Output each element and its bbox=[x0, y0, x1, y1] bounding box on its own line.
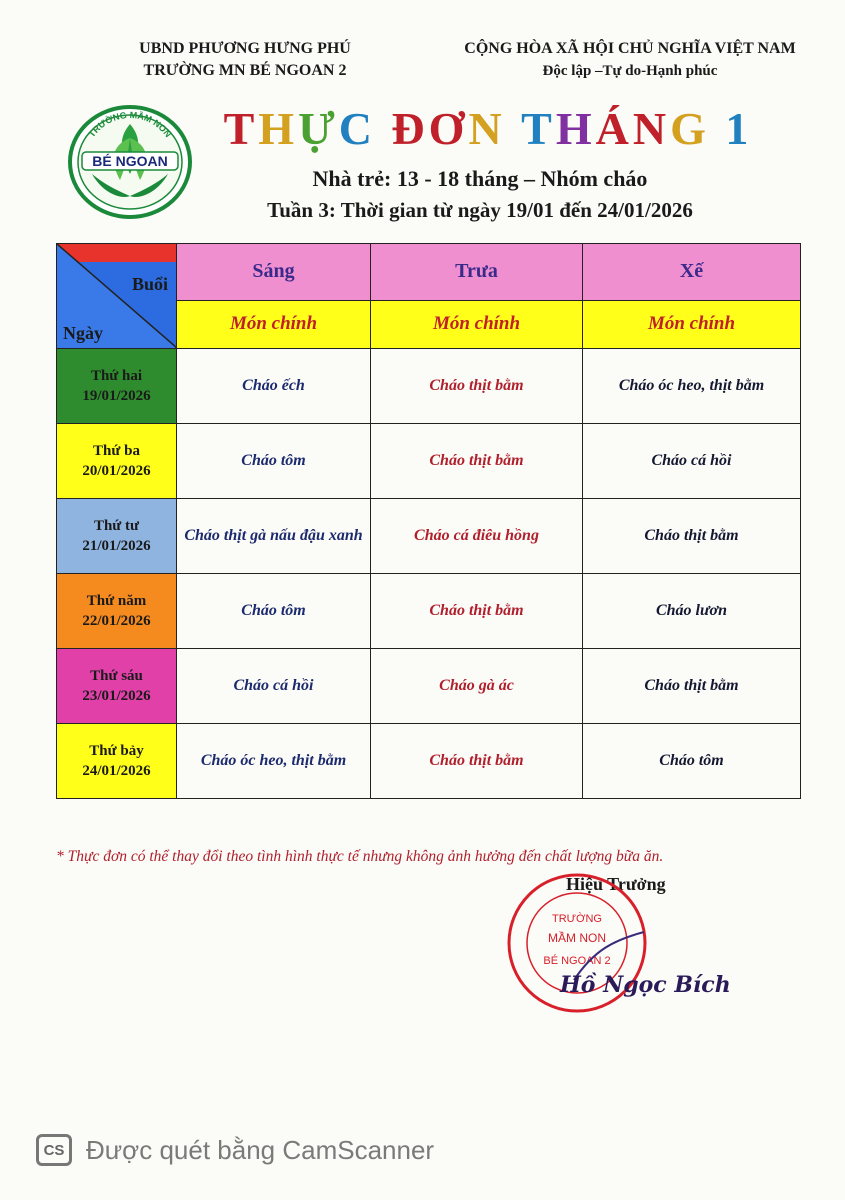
afternoon-dish: Cháo thịt bằm bbox=[583, 649, 801, 724]
table-row bbox=[57, 499, 801, 574]
school-logo-icon bbox=[68, 104, 192, 220]
day-cell bbox=[57, 649, 177, 724]
principal-name: Hồ Ngọc Bích bbox=[560, 972, 731, 998]
noon-dish: Cháo thịt bằm bbox=[371, 724, 583, 799]
day-cell bbox=[57, 424, 177, 499]
morning-dish: Cháo tôm bbox=[177, 424, 371, 499]
menu-table bbox=[56, 243, 801, 799]
national-motto: Độc lập –Tự do-Hạnh phúc bbox=[542, 63, 718, 79]
scan-footer-text: Được quét bằng CamScanner bbox=[86, 1134, 435, 1165]
school-name: TRƯỜNG MN BÉ NGOAN 2 bbox=[143, 62, 347, 79]
afternoon-dish: Cháo lươn bbox=[583, 574, 801, 649]
day-cell bbox=[57, 349, 177, 424]
district-name: UBND PHƯƠNG HƯNG PHÚ bbox=[139, 40, 351, 57]
camscanner-icon: CS bbox=[36, 1134, 72, 1166]
title-letter: Đ bbox=[391, 103, 429, 154]
table-row bbox=[57, 649, 801, 724]
morning-dish: Cháo tôm bbox=[177, 574, 371, 649]
session-morning: Sáng bbox=[177, 244, 371, 301]
menu-note: * Thực đơn có thể thay đổi theo tình hình thực tế nhưng không ảnh hưởng đến chất lượng bữa ăn. bbox=[56, 848, 664, 865]
day-name: Thứ ba bbox=[93, 443, 140, 459]
corner-label-day: Ngày bbox=[63, 323, 103, 343]
title-letter: Á bbox=[595, 103, 633, 154]
day-name: Thứ sáu bbox=[90, 668, 143, 684]
day-cell bbox=[57, 499, 177, 574]
table-row bbox=[57, 349, 801, 424]
morning-dish: Cháo cá hồi bbox=[177, 649, 371, 724]
session-afternoon: Xế bbox=[583, 244, 801, 301]
scan-footer bbox=[36, 1134, 434, 1166]
title-letter bbox=[376, 100, 392, 158]
title-letter: H bbox=[555, 103, 596, 154]
title-letter bbox=[506, 100, 522, 158]
day-date: 20/01/2026 bbox=[82, 463, 151, 479]
age-group: Nhà trẻ: 13 - 18 tháng – Nhóm cháo bbox=[312, 166, 648, 191]
day-name: Thứ năm bbox=[86, 593, 147, 609]
logo-name: BÉ NGOAN bbox=[92, 153, 168, 169]
table-row bbox=[57, 424, 801, 499]
noon-dish: Cháo cá điêu hồng bbox=[371, 499, 583, 574]
title-letter: Ự bbox=[298, 103, 339, 154]
title-letter: 1 bbox=[725, 103, 753, 154]
title-letter: C bbox=[338, 103, 376, 154]
day-cell bbox=[57, 724, 177, 799]
corner-label-session: Buổi bbox=[131, 274, 168, 294]
table-row bbox=[57, 724, 801, 799]
afternoon-dish: Cháo tôm bbox=[583, 724, 801, 799]
principal-title: Hiệu Trưởng bbox=[566, 874, 666, 894]
afternoon-dish: Cháo thịt bằm bbox=[583, 499, 801, 574]
logo-top-text: TRƯỜNG MẦM NON bbox=[86, 109, 174, 140]
day-date: 19/01/2026 bbox=[82, 388, 151, 404]
main-dish-header: Món chính bbox=[371, 300, 583, 348]
day-date: 23/01/2026 bbox=[82, 688, 151, 704]
main-dish-header: Món chính bbox=[583, 300, 801, 348]
country-name: CỘNG HÒA XÃ HỘI CHỦ NGHĨA VIỆT NAM bbox=[464, 40, 796, 57]
stamp-line-2: MẦM NON bbox=[548, 931, 606, 945]
stamp-line-1: TRƯỜNG bbox=[552, 913, 602, 925]
main-dish-header: Món chính bbox=[177, 300, 371, 348]
title-letter: H bbox=[258, 103, 299, 154]
page-title bbox=[198, 100, 778, 158]
morning-dish: Cháo óc heo, thịt bằm bbox=[177, 724, 371, 799]
table-row bbox=[57, 574, 801, 649]
title-letter: N bbox=[632, 103, 671, 154]
noon-dish: Cháo gà ác bbox=[371, 649, 583, 724]
title-letter: G bbox=[670, 103, 710, 154]
title-letter: T bbox=[223, 103, 259, 154]
day-date: 22/01/2026 bbox=[82, 613, 151, 629]
day-date: 24/01/2026 bbox=[82, 763, 151, 779]
title-letter: T bbox=[521, 103, 556, 154]
title-letter: Ơ bbox=[428, 103, 469, 154]
day-date: 21/01/2026 bbox=[82, 538, 151, 554]
table-corner-cell bbox=[57, 244, 177, 349]
header-left bbox=[100, 38, 390, 82]
day-name: Thứ hai bbox=[90, 368, 143, 384]
day-name: Thứ bảy bbox=[89, 743, 144, 759]
noon-dish: Cháo thịt bằm bbox=[371, 424, 583, 499]
afternoon-dish: Cháo cá hồi bbox=[583, 424, 801, 499]
morning-dish: Cháo ếch bbox=[177, 349, 371, 424]
week-range: Tuần 3: Thời gian từ ngày 19/01 đến 24/01/2026 bbox=[267, 198, 693, 222]
noon-dish: Cháo thịt bằm bbox=[371, 574, 583, 649]
morning-dish: Cháo thịt gà nấu đậu xanh bbox=[177, 499, 371, 574]
title-letter bbox=[710, 100, 726, 158]
day-name: Thứ tư bbox=[93, 518, 140, 534]
day-cell bbox=[57, 574, 177, 649]
session-noon: Trưa bbox=[371, 244, 583, 301]
stamp-line-3: BÉ NGOAN 2 bbox=[543, 955, 611, 967]
header-right bbox=[430, 38, 830, 82]
afternoon-dish: Cháo óc heo, thịt bằm bbox=[583, 349, 801, 424]
title-letter: N bbox=[468, 103, 506, 154]
noon-dish: Cháo thịt bằm bbox=[371, 349, 583, 424]
